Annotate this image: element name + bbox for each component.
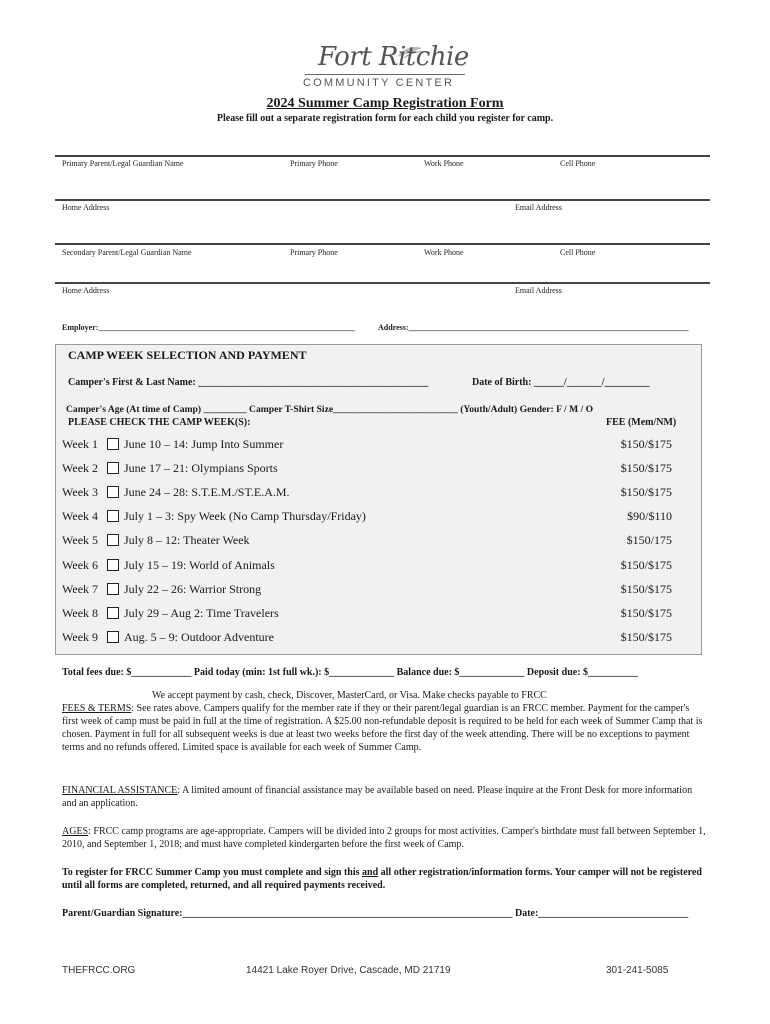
register-text-2: all other registration/information forms. Your camper will not be registered until all forms are completed, returned, and all required payments received. <box>62 867 702 891</box>
secondary-cell-phone-label: Cell Phone <box>560 248 596 257</box>
week-fee: $150/$175 <box>620 557 672 572</box>
week-label: Week 5 <box>62 533 99 548</box>
camper-name-field[interactable]: Camper's First & Last Name: ______________________________________________ <box>68 377 429 388</box>
week-dates: July 1 – 3: Spy Week (No Camp Thursday/Friday) <box>124 509 366 524</box>
week-row <box>62 606 672 624</box>
week-fee: $150/$175 <box>620 461 672 476</box>
email-address-label: Email Address <box>515 203 562 212</box>
logo-script-text: Fort Ritchie <box>318 42 469 72</box>
page-title: 2024 Summer Camp Registration Form <box>266 96 504 111</box>
primary-phone-label: Primary Phone <box>290 159 338 168</box>
footer-phone: 301-241-5085 <box>606 965 669 976</box>
cell-phone-label: Cell Phone <box>560 159 596 168</box>
camp-heading: CAMP WEEK SELECTION AND PAYMENT <box>68 348 307 362</box>
check-weeks-label: PLEASE CHECK THE CAMP WEEK(S): <box>68 417 251 428</box>
week-row <box>62 437 672 455</box>
week-checkbox[interactable] <box>107 486 119 498</box>
employer-address-field[interactable]: Address:______________________________________________________________________ <box>378 323 689 332</box>
secondary-work-phone-label: Work Phone <box>424 248 464 257</box>
week-checkbox[interactable] <box>107 534 119 546</box>
divider <box>55 243 710 245</box>
week-checkbox[interactable] <box>107 462 119 474</box>
week-fee: $150/$175 <box>620 629 672 644</box>
week-dates: June 17 – 21: Olympians Sports <box>124 461 278 476</box>
week-checkbox[interactable] <box>107 631 119 643</box>
week-checkbox[interactable] <box>107 559 119 571</box>
fee-column-label: FEE (Mem/NM) <box>606 417 677 428</box>
week-fee: $150/$175 <box>620 485 672 500</box>
week-row <box>62 582 672 600</box>
financial-assistance-paragraph <box>62 784 707 810</box>
payment-methods: We accept payment by cash, check, Discover, MasterCard, or Visa. Make checks payable to FRCC <box>152 690 547 701</box>
week-label: Week 7 <box>62 581 99 596</box>
week-checkbox[interactable] <box>107 583 119 595</box>
week-dates: June 10 – 14: Jump Into Summer <box>124 437 284 451</box>
week-dates: July 29 – Aug 2: Time Travelers <box>124 605 279 620</box>
week-label: Week 2 <box>62 461 99 476</box>
week-row <box>62 558 672 576</box>
register-paragraph <box>62 866 707 892</box>
financial-assistance-text: : A limited amount of financial assistance may be available based on need. Please inquire at the Front Desk for more information and an application. <box>62 785 693 809</box>
employer-field[interactable]: Employer:________________________________________________________________ <box>62 323 355 332</box>
totals-line[interactable]: Total fees due: $____________ Paid today (min: 1st full wk.): $_____________ Balance due: $_____________ Deposit due: $__________ <box>62 667 639 678</box>
week-row <box>62 485 672 503</box>
dob-field[interactable]: Date of Birth: ______/_______/_________ <box>472 377 650 388</box>
signature-line[interactable]: Parent/Guardian Signature:__________________________________________________________________ Date:______________________________ <box>62 908 689 919</box>
week-row <box>62 533 672 551</box>
email-address-label-2: Email Address <box>515 286 562 295</box>
week-label: Week 8 <box>62 605 99 620</box>
week-label: Week 4 <box>62 509 99 524</box>
week-dates: July 22 – 26: Warrior Strong <box>124 581 262 596</box>
divider <box>55 282 710 284</box>
fees-terms-label: FEES & TERMS <box>62 703 132 714</box>
week-fee: $150/$175 <box>620 437 672 451</box>
week-fee: $150/$175 <box>620 581 672 596</box>
primary-guardian-label: Primary Parent/Legal Guardian Name <box>62 159 184 168</box>
divider <box>55 155 710 157</box>
divider <box>55 199 710 201</box>
home-address-label: Home Address <box>62 203 110 212</box>
ages-text: : FRCC camp programs are age-appropriate. Campers will be divided into 2 groups for most activities. Camper's birthdate must fall between September 1, 2010, and September 1, 2018; and must have completed kindergarten before the first week of Camp. <box>62 826 706 850</box>
week-dates: July 8 – 12: Theater Week <box>124 533 250 548</box>
secondary-phone-label: Primary Phone <box>290 248 338 257</box>
week-label: Week 1 <box>62 437 99 451</box>
week-dates: July 15 – 19: World of Animals <box>124 557 275 572</box>
footer-address: 14421 Lake Royer Drive, Cascade, MD 21719 <box>246 965 451 976</box>
financial-assistance-label: FINANCIAL ASSISTANCE <box>62 785 178 796</box>
week-fee: $150/$175 <box>620 605 672 620</box>
footer-website[interactable]: THEFRCC.ORG <box>62 965 136 976</box>
week-label: Week 3 <box>62 485 99 500</box>
home-address-label-2: Home Address <box>62 286 110 295</box>
fees-terms-text: : See rates above. Campers qualify for the member rate if they or their parent/legal guardian is an FRCC member. Payment for the camper's first week of camp must be paid in full at the time of registration. A $25.00 non-refundable deposit is required to be held for each week of Summer Camp that is chosen. Payment in full for all subsequent weeks is due at least two weeks before the first day of the week attending. There will be no exceptions to payment terms and no refunds offered. Limited space is available for each week of Summer Camp. <box>62 703 703 753</box>
week-checkbox[interactable] <box>107 438 119 450</box>
week-row <box>62 630 672 648</box>
page-subtitle: Please fill out a separate registration form for each child you register for camp. <box>216 113 554 124</box>
week-fee: $150/175 <box>626 533 672 548</box>
camper-age-line[interactable]: Camper's Age (At time of Camp) _________ Camper T-Shirt Size__________________________ (Youth/Adult) Gender: F / M / O <box>66 404 594 415</box>
week-label: Week 9 <box>62 629 99 644</box>
fees-terms-paragraph <box>62 702 707 754</box>
week-dates: Aug. 5 – 9: Outdoor Adventure <box>124 629 274 644</box>
week-row <box>62 509 672 527</box>
ages-paragraph <box>62 825 707 851</box>
register-text-1: To register for FRCC Summer Camp you must complete and sign this <box>62 867 363 878</box>
week-dates: June 24 – 28: S.T.E.M./ST.E.A.M. <box>124 485 290 500</box>
work-phone-label: Work Phone <box>424 159 464 168</box>
register-and: and <box>362 867 379 878</box>
secondary-guardian-label: Secondary Parent/Legal Guardian Name <box>62 248 192 257</box>
week-row <box>62 461 672 479</box>
week-fee: $90/$110 <box>627 509 672 524</box>
week-label: Week 6 <box>62 557 99 572</box>
week-checkbox[interactable] <box>107 510 119 522</box>
week-checkbox[interactable] <box>107 607 119 619</box>
ages-label: AGES <box>62 826 89 837</box>
logo-subtext: COMMUNITY CENTER <box>303 77 455 89</box>
logo-underline <box>305 74 465 75</box>
